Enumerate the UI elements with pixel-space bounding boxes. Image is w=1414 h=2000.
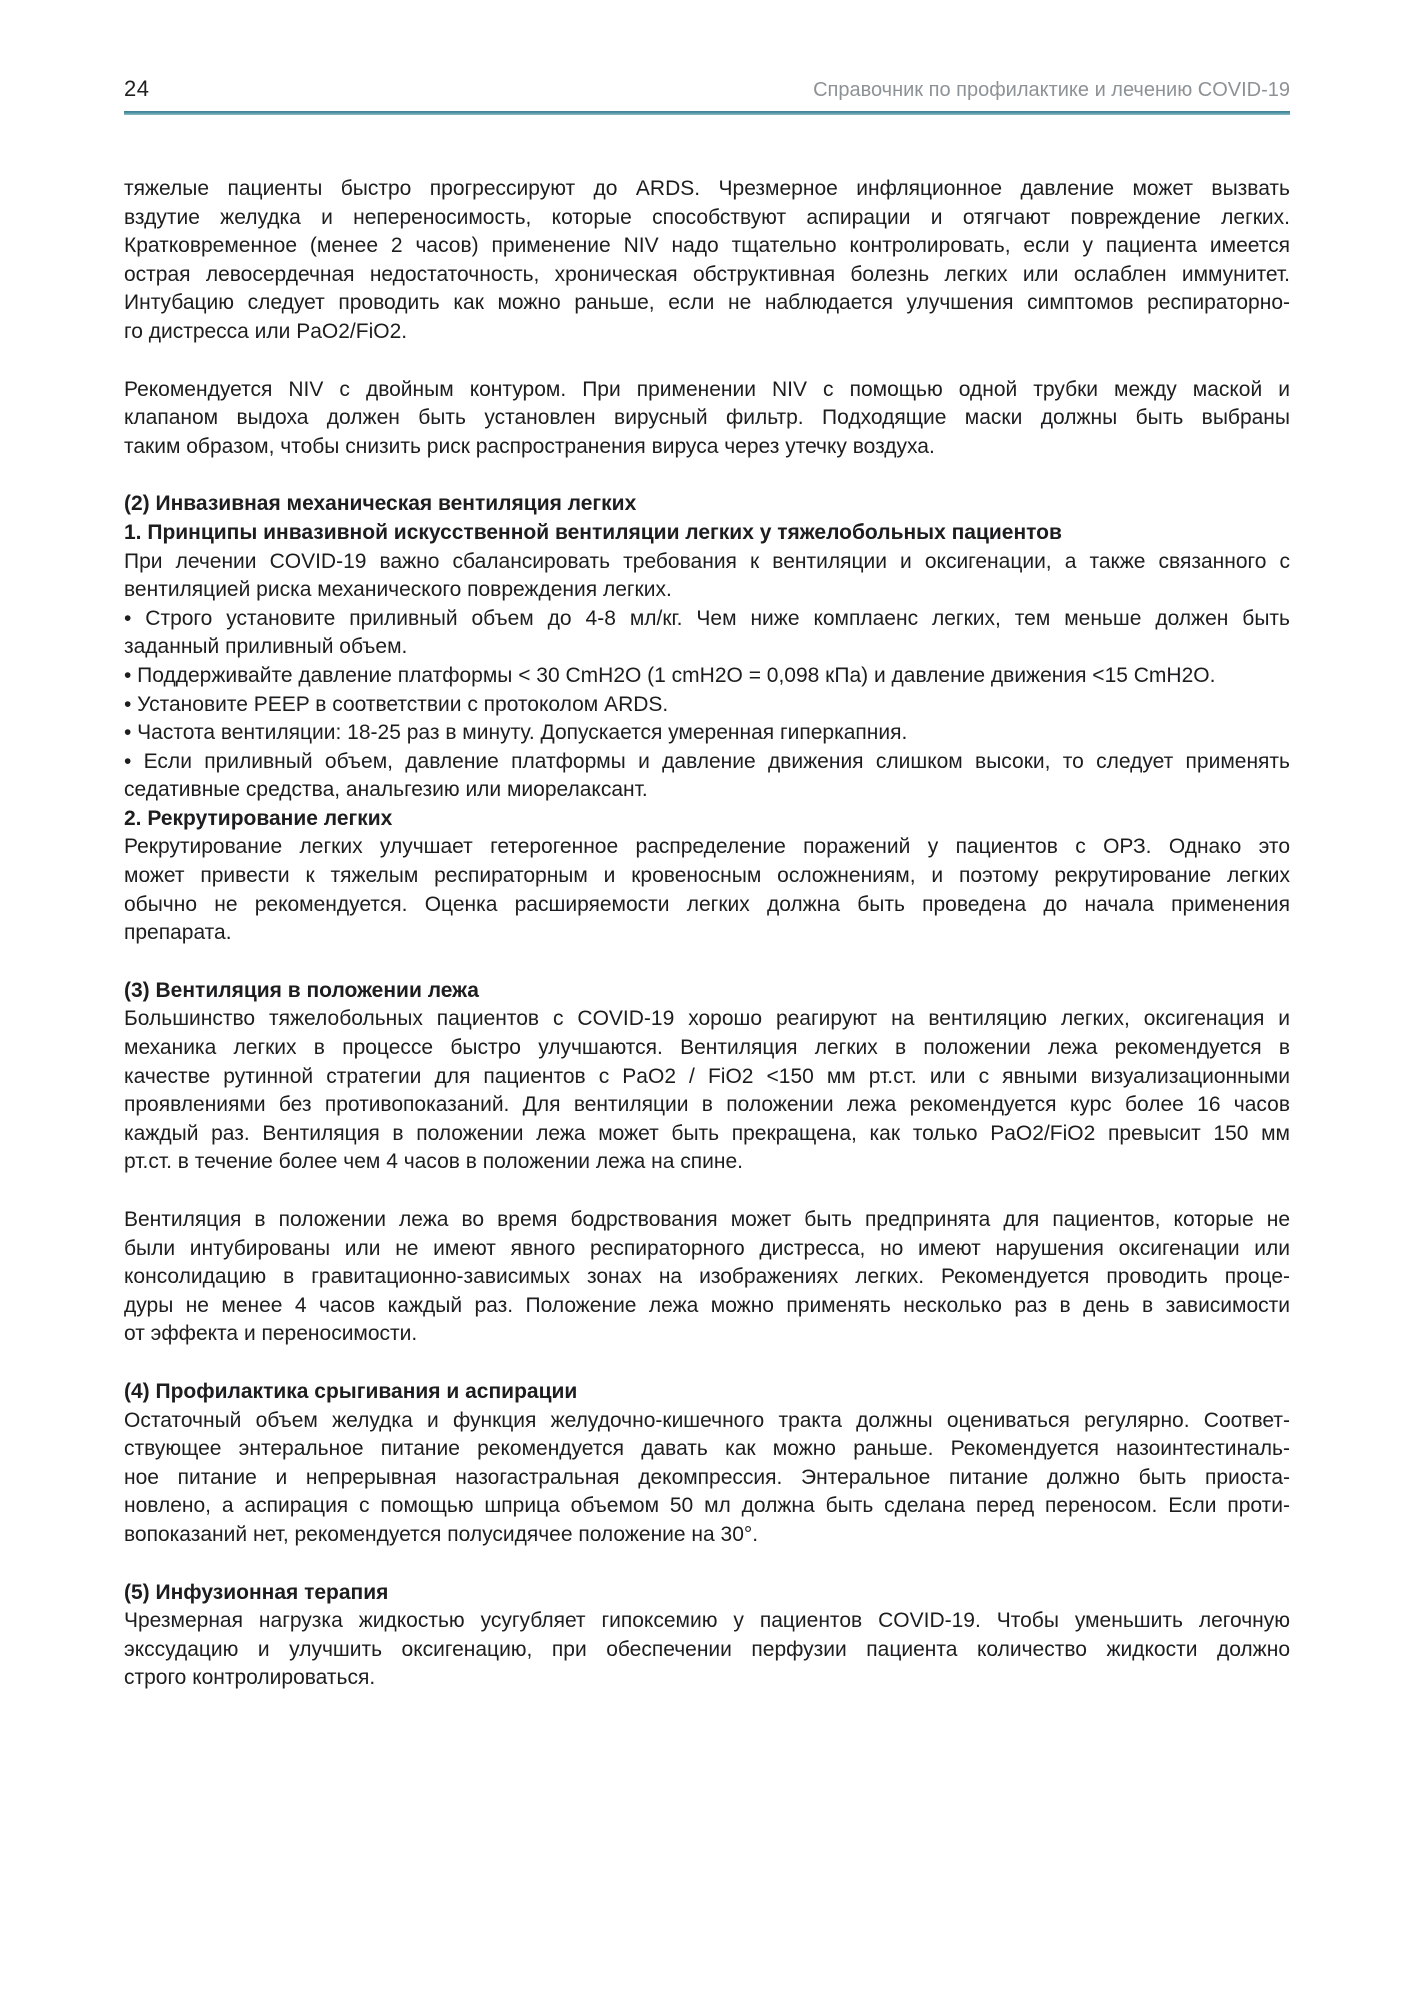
text-line: обычно не рекомендуется. Оценка расширяемости легких должна быть проведена до начала применения bbox=[124, 892, 1290, 916]
paragraph-gap bbox=[124, 1349, 1290, 1378]
text-line: качестве рутинной стратегии для пациентов с PaO2 / FiO2 <150 мм рт.ст. или с явными визуализационными bbox=[124, 1064, 1290, 1088]
text-line: может привести к тяжелым респираторным и кровеносным осложнениям, и поэтому рекрутирование легких bbox=[124, 864, 1290, 888]
text-line: новлено, а аспирация с помощью шприца объемом 50 мл должна быть сделана перед переносом. Если проти- bbox=[124, 1494, 1290, 1518]
text-line: вздутие желудка и непереносимость, которые способствуют аспирации и отягчают повреждение легких. bbox=[124, 205, 1290, 229]
text-line: вентиляцией риска механического повреждения легких. bbox=[124, 578, 672, 602]
text-line: ное питание и непрерывная назогастральная декомпрессия. Энтеральное питание должно быть приоста- bbox=[124, 1465, 1290, 1489]
paragraph-gap bbox=[124, 948, 1290, 977]
paragraph-gap bbox=[124, 461, 1290, 490]
text-line: препарата. bbox=[124, 921, 232, 945]
text-line: консолидацию в гравитационно-зависимых зонах на изображениях легких. Рекомендуется проводить проце- bbox=[124, 1265, 1290, 1289]
text-line: го дистресса или PaO2/FiO2. bbox=[124, 319, 408, 343]
text-line: Рекрутирование легких улучшает гетерогенное распределение поражений у пациентов с ОРЗ. Однако это bbox=[124, 835, 1290, 859]
paragraph-gap bbox=[124, 1177, 1290, 1206]
paragraph-gap bbox=[124, 347, 1290, 376]
page-number: 24 bbox=[124, 76, 150, 101]
text-line: клапаном выдоха должен быть установлен вирусный фильтр. Подходящие маски должны быть выбраны bbox=[124, 406, 1290, 430]
header-rule bbox=[124, 111, 1290, 115]
paragraph-gap bbox=[124, 1550, 1290, 1579]
text-line: Большинство тяжелобольных пациентов с COVID-19 хорошо реагируют на вентиляцию легких, оксигенация и bbox=[124, 1007, 1290, 1031]
text-line: • Поддерживайте давление платформы < 30 CmH2O (1 cmH2O = 0,098 кПа) и давление движения <15 CmH2O. bbox=[124, 663, 1216, 687]
text-line: острая левосердечная недостаточность, хроническая обструктивная болезнь легких или ослаблен иммунитет. bbox=[124, 262, 1290, 286]
text-line: экссудацию и улучшить оксигенацию, при обеспечении перфузии пациента количество жидкости должно bbox=[124, 1637, 1290, 1661]
text-line: строго контролироваться. bbox=[124, 1666, 376, 1690]
page-body bbox=[124, 175, 1290, 1693]
section-heading: (4) Профилактика срыгивания и аспирации bbox=[124, 1379, 578, 1403]
text-line: тяжелые пациенты быстро прогрессируют до ARDS. Чрезмерное инфляционное давление может вызвать bbox=[124, 177, 1290, 200]
running-title: Справочник по профилактике и лечению COVID-19 bbox=[813, 79, 1290, 101]
section-heading: 2. Рекрутирование легких bbox=[124, 806, 393, 830]
section-heading: (5) Инфузионная терапия bbox=[124, 1580, 389, 1604]
text-line: дуры не менее 4 часов каждый раз. Положение лежа можно применять несколько раз в день в зависимости bbox=[124, 1293, 1290, 1317]
text-line: рт.ст. в течение более чем 4 часов в положении лежа на спине. bbox=[124, 1150, 743, 1174]
section-heading: (2) Инвазивная механическая вентиляция легких bbox=[124, 492, 637, 516]
section-heading: 1. Принципы инвазивной искусственной вентиляции легких у тяжелобольных пациентов bbox=[124, 520, 1062, 544]
text-line: ствующее энтеральное питание рекомендуется давать как можно раньше. Рекомендуется назоинтестиналь- bbox=[124, 1437, 1290, 1461]
text-line: Вентиляция в положении лежа во время бодрствования может быть предпринята для пациентов, которые не bbox=[124, 1208, 1290, 1231]
text-line: вопоказаний нет, рекомендуется полусидячее положение на 30°. bbox=[124, 1522, 759, 1546]
page-header bbox=[124, 76, 1290, 102]
text-line: заданный приливный объем. bbox=[124, 635, 408, 659]
section-heading: (3) Вентиляция в положении лежа bbox=[124, 978, 479, 1002]
text-line: • Строго установите приливный объем до 4-8 мл/кг. Чем ниже комплаенс легких, тем меньше должен быть bbox=[124, 606, 1290, 630]
text-line: каждый раз. Вентиляция в положении лежа может быть прекращена, как только PaO2/FiO2 превысит 150 мм bbox=[124, 1121, 1290, 1145]
text-line: При лечении COVID-19 важно сбалансировать требования к вентиляции и оксигенации, а также связанного с bbox=[124, 549, 1290, 573]
text-line: механика легких в процессе быстро улучшаются. Вентиляция легких в положении лежа рекомендуется в bbox=[124, 1036, 1290, 1060]
text-line: Чрезмерная нагрузка жидкостью усугубляет гипоксемию у пациентов COVID-19. Чтобы уменьшить легочную bbox=[124, 1609, 1290, 1633]
text-line: Остаточный объем желудка и функция желудочно-кишечного тракта должны оцениваться регулярно. Соответ- bbox=[124, 1408, 1290, 1432]
text-line: Кратковременное (менее 2 часов) применение NIV надо тщательно контролировать, если у пациента имеется bbox=[124, 234, 1290, 258]
text-line: от эффекта и переносимости. bbox=[124, 1322, 418, 1346]
text-line: • Если приливный объем, давление платформы и давление движения слишком высоки, то следует применять bbox=[124, 749, 1290, 773]
text-line: таким образом, чтобы снизить риск распространения вируса через утечку воздуха. bbox=[124, 434, 935, 458]
text-line: • Установите PEEP в соответствии с протоколом ARDS. bbox=[124, 692, 669, 716]
text-line: проявлениями без противопоказаний. Для вентиляции в положении лежа рекомендуется курс более 16 часов bbox=[124, 1093, 1290, 1117]
text-line: седативные средства, анальгезию или миорелаксант. bbox=[124, 778, 648, 802]
text-line: были интубированы или не имеют явного респираторного дистресса, но имеют нарушения оксигенации или bbox=[124, 1236, 1290, 1260]
text-line: • Частота вентиляции: 18-25 раз в минуту. Допускается умеренная гиперкапния. bbox=[124, 721, 908, 745]
text-line: Интубацию следует проводить как можно раньше, если не наблюдается улучшения симптомов респираторно- bbox=[124, 291, 1290, 315]
text-line: Рекомендуется NIV с двойным контуром. При применении NIV с помощью одной трубки между маской и bbox=[124, 377, 1290, 401]
